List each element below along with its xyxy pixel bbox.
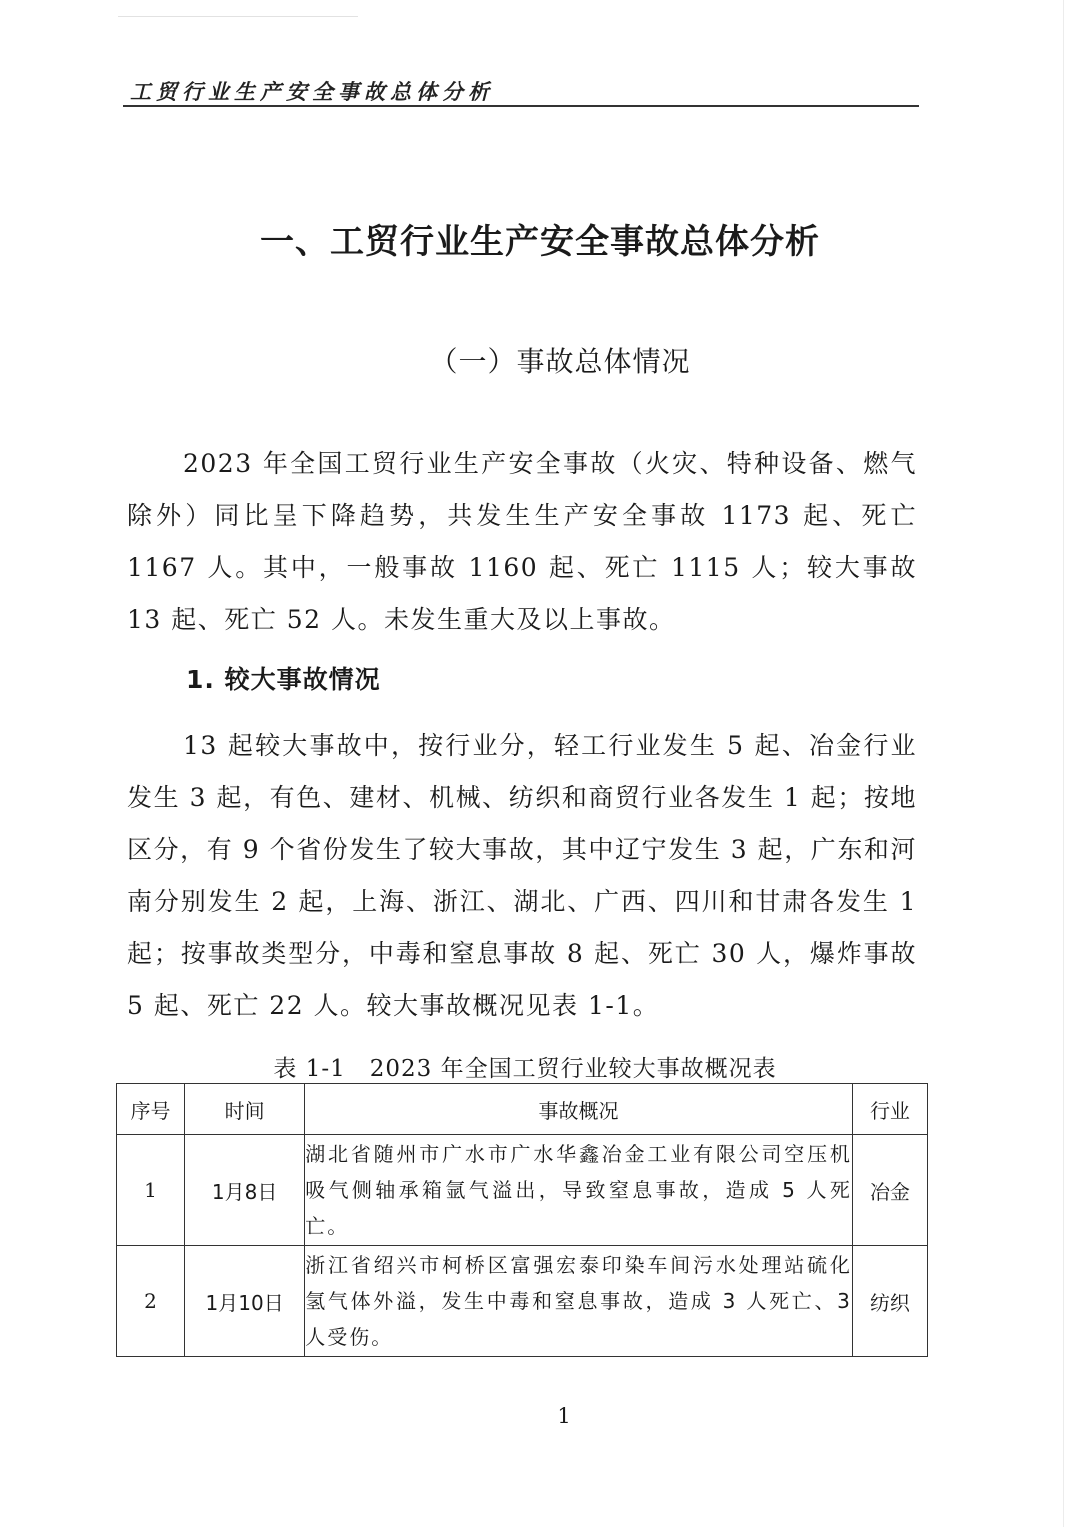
table-row	[117, 1135, 928, 1246]
paragraph-overview-text: 2023 年全国工贸行业生产安全事故（火灾、特种设备、燃气除外）同比呈下降趋势，共发生生产安全事故 1173 起、死亡 1167 人。其中，一般事故 1160 起、死亡 1115 人；较大事故 13 起、死亡 52 人。未发生重大及以上事故。	[127, 449, 917, 634]
cell-no: 1	[117, 1135, 185, 1246]
paragraph-major-accidents	[127, 720, 917, 1032]
paragraph-overview	[127, 438, 917, 646]
cell-industry: 冶金	[852, 1135, 927, 1246]
main-title: 一、工贸行业生产安全事故总体分析	[260, 222, 820, 262]
table-caption: 表 1-1 2023 年全国工贸行业较大事故概况表	[273, 1056, 777, 1082]
cell-no: 2	[117, 1246, 185, 1357]
header-rule	[123, 105, 919, 107]
cell-industry: 纺织	[852, 1246, 927, 1357]
section-title: （一）事故总体情况	[429, 345, 691, 378]
paragraph-major-accidents-text: 13 起较大事故中，按行业分，轻工行业发生 5 起、冶金行业发生 3 起，有色、建材、机械、纺织和商贸行业各发生 1 起；按地区分，有 9 个省份发生了较大事故，其中辽宁发生 3 起，广东和河南分别发生 2 起，上海、浙江、湖北、广西、四川和甘肃各发生 1 起；按事故类型分，中毒和窒息事故 8 起、死亡 30 人，爆炸事故 5 起、死亡 22 人。较大事故概况见表 1-1。	[127, 731, 917, 1020]
header-time: 时间	[185, 1084, 305, 1135]
page-number: 1	[557, 1404, 571, 1428]
accident-table	[116, 1083, 928, 1357]
subheading-major-accidents: 1. 较大事故情况	[186, 665, 381, 694]
header-no: 序号	[117, 1084, 185, 1135]
cell-summary: 湖北省随州市广水市广水华鑫冶金工业有限公司空压机吸气侧轴承箱氩气溢出，导致窒息事故，造成 5 人死亡。	[305, 1135, 853, 1246]
cell-time: 1月8日	[185, 1135, 305, 1246]
table-row	[117, 1246, 928, 1357]
cell-time: 1月10日	[185, 1246, 305, 1357]
cell-summary: 浙江省绍兴市柯桥区富强宏泰印染车间污水处理站硫化氢气体外溢，发生中毒和窒息事故，造成 3 人死亡、3 人受伤。	[305, 1246, 853, 1357]
header-summary: 事故概况	[305, 1084, 853, 1135]
table-header-row	[117, 1084, 928, 1135]
scan-artifact-line	[118, 16, 358, 17]
running-header: 工贸行业生产安全事故总体分析	[130, 80, 494, 104]
header-industry: 行业	[852, 1084, 927, 1135]
